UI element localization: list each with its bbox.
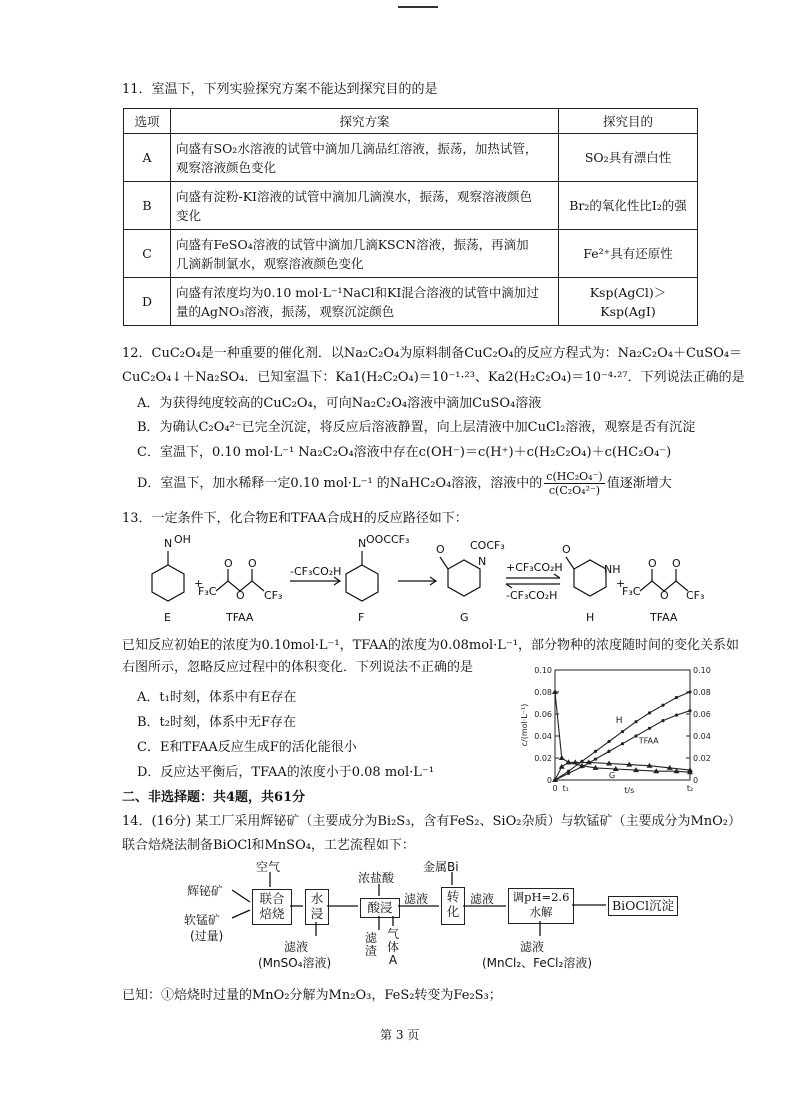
q12-option-b: B．为确认C₂O₄²⁻已完全沉淀，将反应后溶液静置，向上层清液中加CuCl₂溶液，观察是否有沉淀 <box>137 420 696 435</box>
q13-option-c: C．E和TFAA反应生成F的活化能很小 <box>137 740 357 755</box>
h-nh-label: NH <box>604 563 621 576</box>
arrow-1-label: -CF₃CO₂H <box>290 565 342 578</box>
table-row <box>124 182 698 230</box>
row-goal: SO₂具有漂白性 <box>559 134 698 182</box>
flow-box-bioci <box>608 896 678 916</box>
flow-out-filtrate4-note: (MnCl₂、FeCl₂溶液) <box>482 956 592 970</box>
q14-note: 已知：①焙烧时过量的MnO₂分解为Mn₂O₃，FeS₂转变为Fe₂S₃； <box>122 988 502 1003</box>
flow-input-ore1: 辉铋矿 <box>187 884 224 898</box>
tfaa-label: TFAA <box>226 611 254 624</box>
flow-text-line: A <box>388 953 398 967</box>
data-point <box>661 719 664 722</box>
h-label: H <box>586 611 595 624</box>
section-heading: 二、非选择题：共4题，共61分 <box>122 790 306 805</box>
y-tick-label-right: 0 <box>693 776 699 785</box>
plan-line: 量的AgNO₃溶液，振荡，观察沉淀颜色 <box>176 303 395 319</box>
flow-box-text: 焙烧 <box>259 906 285 921</box>
svg-text:O: O <box>660 589 669 602</box>
y-tick-label: 0.10 <box>534 666 552 675</box>
row-goal: Ksp(AgCl)＞Ksp(AgI) <box>559 278 698 326</box>
plan-line: 变化 <box>176 207 202 223</box>
flow-box-text: 水解 <box>529 905 553 919</box>
data-point <box>559 755 565 760</box>
g-sub-label: COCF₃ <box>470 539 505 552</box>
tfaa2-f3c: F₃C <box>622 585 641 598</box>
flow-out-gas <box>387 928 399 967</box>
svg-text:O: O <box>648 557 657 570</box>
g-label: G <box>460 611 469 624</box>
q12-stem-line2: CuC₂O₄↓＋Na₂SO₄．已知室温下：Ka1(H₂C₂O₄)＝10⁻¹·²³、Ka2(H₂C₂O₄)＝10⁻⁴·²⁷．下列说法正确的是 <box>122 370 745 385</box>
col-goal: 探究目的 <box>559 109 698 134</box>
flow-input-ore2: 软锰矿 <box>184 913 221 927</box>
q12-d-post: 值逐渐增大 <box>606 475 672 491</box>
flow-text-line: 体 <box>387 940 400 954</box>
x-axis-label: t/s <box>624 786 635 795</box>
y-tick-label-right: 0.06 <box>693 710 711 719</box>
table-header-row <box>124 109 698 134</box>
tfaa-o1: O <box>224 557 233 570</box>
table-row <box>124 278 698 326</box>
q13-stem: 13．一定条件下，化合物E和TFAA合成H的反应路径如下： <box>122 511 468 526</box>
page-footer: 第 3 页 <box>380 1028 420 1042</box>
flow-hcl: 浓盐酸 <box>358 871 395 885</box>
plan-line: 观察溶液颜色变化 <box>176 159 277 175</box>
q14-stem-line2: 联合焙烧法制备BiOCl和MnSO₄，工艺流程如下： <box>122 838 415 853</box>
row-option: D <box>124 278 171 326</box>
f-n-label: N <box>358 537 367 550</box>
plan-line: 向盛有FeSO₄溶液的试管中滴加几滴KSCN溶液，振荡，再滴加 <box>176 236 529 252</box>
flow-out-filtrate1-note: (MnSO₄溶液) <box>258 956 332 970</box>
flow-box-hydrolysis <box>508 888 574 924</box>
series-label-g: G <box>609 771 616 780</box>
tfaa-o-bridge: O <box>236 589 245 602</box>
flow-mid-filtrate2: 滤液 <box>470 892 495 906</box>
y-tick-label: 0 <box>546 776 552 785</box>
col-option: 选项 <box>124 109 171 134</box>
flow-box-text: 联合 <box>259 891 285 906</box>
y-tick-label: 0.06 <box>534 710 552 719</box>
data-point <box>688 690 691 693</box>
col-plan: 探究方案 <box>171 109 559 134</box>
plan-line: 几滴新制氯水，观察溶液颜色变化 <box>176 255 364 271</box>
tfaa2-label: TFAA <box>650 611 678 624</box>
q12-d-fraction <box>544 470 604 497</box>
data-point <box>661 704 664 707</box>
carbonyl-g <box>440 557 448 569</box>
tfaa-cf3: CF₃ <box>264 589 283 602</box>
y-tick-label: 0.04 <box>534 732 552 741</box>
plan-line: 向盛有浓度均为0.10 mol·L⁻¹NaCl和KI混合溶液的试管中滴加过 <box>176 284 539 300</box>
e-n-label: N <box>164 537 173 550</box>
flow-out-filtrate4: 滤液 <box>520 940 545 954</box>
q12-option-d <box>137 470 672 497</box>
q12-d-pre: D．室温下，加水稀释一定0.10 mol·L⁻¹ 的NaHC₂O₄溶液，溶液中的 <box>137 475 543 491</box>
q13-info-line2: 右图所示，忽略反应过程中的体积变化．下列说法不正确的是 <box>122 660 474 675</box>
x-tick-label: 0 <box>552 784 558 793</box>
flow-text-line: 滤 <box>365 931 378 945</box>
x-tick-label: t₂ <box>686 784 694 793</box>
flow-box-convert <box>441 887 465 925</box>
data-point <box>594 758 597 761</box>
tfaa-f3c: F₃C <box>198 585 217 598</box>
data-point <box>621 730 624 733</box>
flow-box-text: 调pH=2.6 <box>512 890 570 904</box>
flow-out-residue <box>365 932 377 958</box>
plus-2: + <box>616 577 626 590</box>
data-point <box>634 734 637 737</box>
y-tick-label-right: 0.10 <box>693 666 711 675</box>
table-row <box>124 134 698 182</box>
flow-input-ore2-note: (过量) <box>190 929 224 943</box>
g-n-label: N <box>478 555 487 568</box>
reaction-scheme <box>140 533 710 629</box>
scan-mark-top <box>398 6 438 8</box>
row-goal: Fe²⁺具有还原性 <box>559 230 698 278</box>
q12-stem-line1: 12．CuC₂O₄是一种重要的催化剂．以Na₂C₂O₄为原料制备CuC₂O₄的反应方程式为：Na₂C₂O₄＋CuSO₄＝ <box>122 346 743 361</box>
arrow-3-top-label: +CF₃CO₂H <box>506 561 563 574</box>
y-axis-label: c/(mol·L⁻¹) <box>520 703 529 747</box>
flow-box-water-leach <box>305 889 329 925</box>
svg-text:O: O <box>672 557 681 570</box>
q14-stem-line1: 14．(16分) 某工厂采用辉铋矿（主要成分为Bi₂S₃，含有FeS₂、SiO₂杂质）与软锰矿（主要成分为MnO₂） <box>122 814 742 829</box>
x-tick-label: t₁ <box>562 784 569 793</box>
row-plan <box>171 134 559 182</box>
ring-g <box>448 560 480 596</box>
h-o-label: O <box>562 543 571 556</box>
flow-out-filtrate1: 滤液 <box>284 940 309 954</box>
plan-line: 向盛有SO₂水溶液的试管中滴加几滴品红溶液，振荡，加热试管， <box>176 140 538 156</box>
series-label-tfaa: TFAA <box>638 736 659 746</box>
row-plan <box>171 182 559 230</box>
data-point <box>648 727 651 730</box>
table-row <box>124 230 698 278</box>
q12-option-c: C．室温下，0.10 mol·L⁻¹ Na₂C₂O₄溶液中存在c(OH⁻)＝c(H⁺)＋c(H₂C₂O₄)＋c(HC₂O₄⁻) <box>137 445 672 460</box>
row-plan <box>171 278 559 326</box>
g-o-label: O <box>436 543 445 556</box>
data-point <box>607 740 610 743</box>
row-goal: Br₂的氧化性比I₂的强 <box>559 182 698 230</box>
plus-1: + <box>194 577 204 590</box>
flow-air: 空气 <box>256 860 281 874</box>
flow-text-line: 渣 <box>365 944 378 958</box>
flow-box-roast <box>252 889 292 925</box>
row-option: C <box>124 230 171 278</box>
fraction-denominator: c(C₂O₄²⁻) <box>548 484 601 497</box>
y-tick-label-right: 0.02 <box>693 754 711 763</box>
fraction-numerator: c(HC₂O₄⁻) <box>546 470 603 483</box>
flow-box-text: 化 <box>446 904 460 919</box>
ring-h <box>574 560 606 596</box>
data-point <box>648 711 651 714</box>
y-tick-label: 0.08 <box>534 688 552 697</box>
q13-option-d: D．反应达平衡后，TFAA的浓度小于0.08 mol·L⁻¹ <box>137 765 434 780</box>
q12-option-a: A．为获得纯度较高的CuC₂O₄，可向Na₂C₂O₄溶液中滴加CuSO₄溶液 <box>137 396 542 411</box>
carbonyl-h <box>566 557 574 569</box>
data-point <box>567 772 570 775</box>
flow-box-text: 转 <box>446 889 460 904</box>
data-point <box>634 720 637 723</box>
row-plan <box>171 230 559 278</box>
q11-stem: 11．室温下，下列实验探究方案不能达到探究目的的是 <box>122 82 438 97</box>
f-label: F <box>358 611 365 624</box>
flow-box-text: 浸 <box>310 906 324 921</box>
concentration-chart <box>515 660 720 805</box>
plan-line: 向盛有淀粉-KI溶液的试管中滴加几滴溴水，振荡，观察溶液颜色 <box>176 188 533 204</box>
row-option: B <box>124 182 171 230</box>
series-label-h: H <box>615 715 623 726</box>
data-point <box>621 742 624 745</box>
data-point <box>559 764 565 769</box>
ring-f <box>346 565 378 601</box>
flow-mid-filtrate1: 滤液 <box>404 892 429 906</box>
y-tick-label-right: 0.08 <box>693 688 711 697</box>
flow-box-text: BiOCl沉淀 <box>612 898 674 913</box>
e-oh-label: OH <box>174 533 191 546</box>
data-point <box>688 709 691 712</box>
ring-e <box>152 565 184 601</box>
e-label: E <box>164 611 171 624</box>
flow-text-line: 气 <box>387 927 400 941</box>
flow-box-acid-leach <box>360 898 400 918</box>
flow-box-text: 酸浸 <box>367 900 393 915</box>
row-option: A <box>124 134 171 182</box>
data-point <box>607 750 610 753</box>
q13-info-line1: 已知反应初始E的浓度为0.10mol·L⁻¹，TFAA的浓度为0.08mol·L⁻¹，部分物种的浓度随时间的变化关系如 <box>122 638 740 653</box>
q11-table <box>123 108 698 326</box>
arrow-3-bottom-label: -CF₃CO₂H <box>506 589 558 602</box>
data-point <box>675 714 678 717</box>
q13-option-a: A．t₁时刻，体系中有E存在 <box>137 690 297 705</box>
flow-box-text: 水 <box>310 891 324 906</box>
y-tick-label: 0.02 <box>534 754 552 763</box>
q13-option-b: B．t₂时刻，体系中无F存在 <box>137 715 297 730</box>
data-point <box>675 696 678 699</box>
tfaa-o2: O <box>248 557 257 570</box>
y-tick-label-right: 0.04 <box>693 732 711 741</box>
f-sub-label: OOCCF₃ <box>366 533 410 546</box>
data-point <box>594 750 597 753</box>
flow-bi: 金属Bi <box>423 860 459 874</box>
tfaa2-cf3: CF₃ <box>686 589 705 602</box>
